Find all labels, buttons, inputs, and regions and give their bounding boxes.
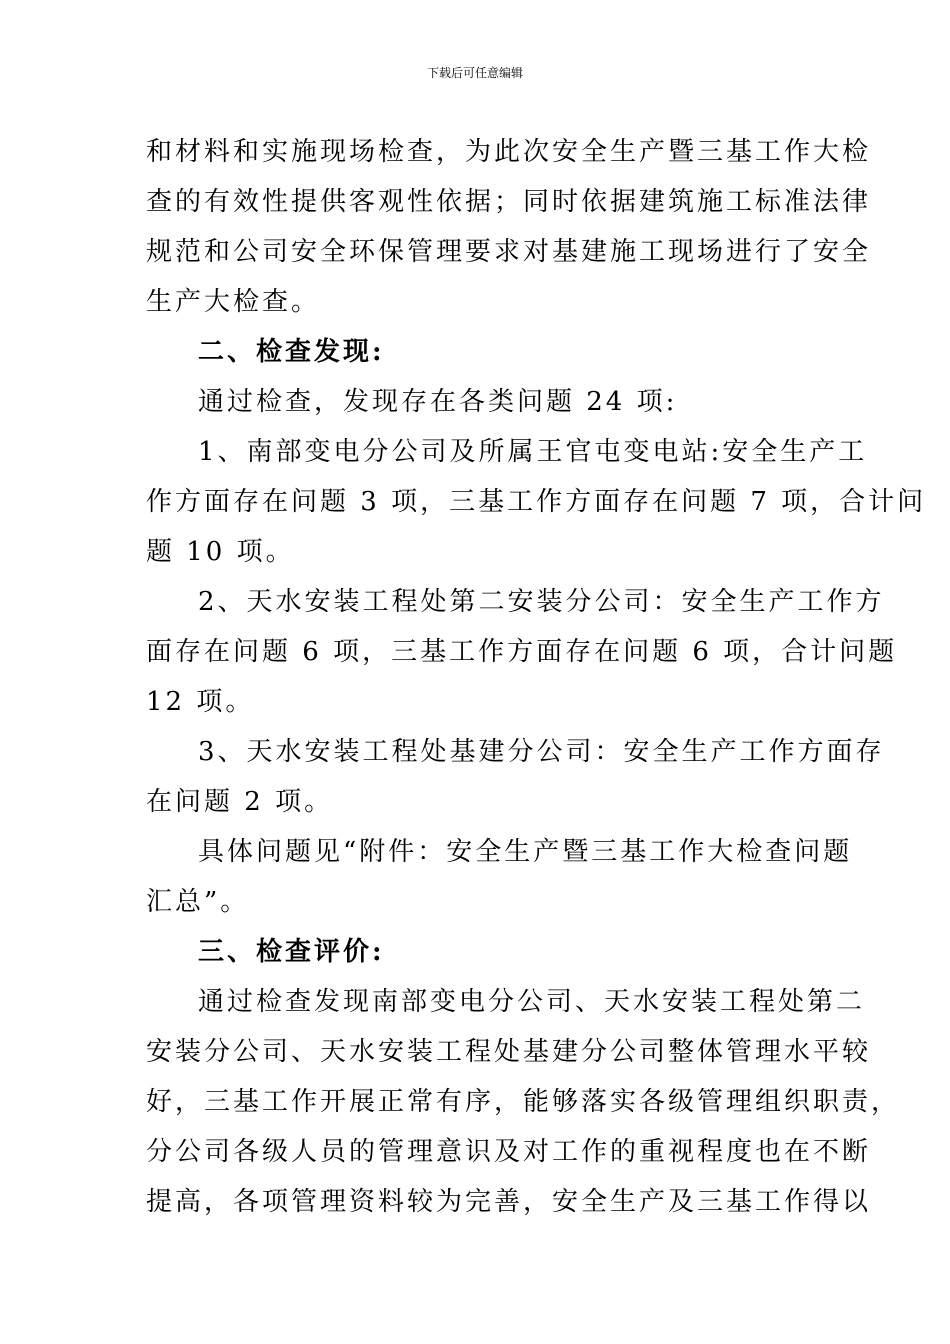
paragraph-line: 汇总”。 <box>146 887 250 917</box>
paragraph-line: 通过检查发现南部变电分公司、天水安装工程处第二 <box>198 987 866 1017</box>
list-item-line: 3、天水安装工程处基建分公司：安全生产工作方面存 <box>198 737 885 767</box>
list-item-line: 题 10 项。 <box>146 537 295 567</box>
list-item-line: 12 项。 <box>146 687 255 717</box>
paragraph-line: 规范和公司安全环保管理要求对基建施工现场进行了安全 <box>146 237 872 267</box>
list-item-line: 2、天水安装工程处第二安装分公司：安全生产工作方 <box>198 587 885 617</box>
paragraph-line: 具体问题见“附件：安全生产暨三基工作大检查问题 <box>198 837 853 867</box>
section-heading: 二、检查发现: <box>198 337 385 367</box>
paragraph-line: 和材料和实施现场检查，为此次安全生产暨三基工作大检 <box>146 137 872 167</box>
document-body <box>146 127 927 1227</box>
paragraph-line: 安装分公司、天水安装工程处基建分公司整体管理水平较 <box>146 1037 872 1067</box>
list-item-line: 在问题 2 项。 <box>146 787 334 817</box>
paragraph-line: 分公司各级人员的管理意识及对工作的重视程度也在不断 <box>146 1137 872 1167</box>
paragraph-line: 提高，各项管理资料较为完善，安全生产及三基工作得以 <box>146 1187 872 1217</box>
paragraph-line: 通过检查，发现存在各类问题 24 项: <box>198 387 678 417</box>
paragraph-line: 查的有效性提供客观性依据；同时依据建筑施工标准法律 <box>146 187 872 217</box>
list-item-line: 作方面存在问题 3 项，三基工作方面存在问题 7 项，合计问 <box>146 487 927 517</box>
list-item-line: 面存在问题 6 项，三基工作方面存在问题 6 项，合计问题 <box>146 637 898 667</box>
list-item-line: 1、南部变电分公司及所属王官屯变电站:安全生产工 <box>198 437 868 467</box>
page-header: 下载后可任意编辑 <box>426 66 523 80</box>
paragraph-line: 好，三基工作开展正常有序，能够落实各级管理组织职责， <box>146 1087 901 1117</box>
paragraph-line: 生产大检查。 <box>146 287 321 317</box>
section-heading: 三、检查评价: <box>198 937 385 967</box>
